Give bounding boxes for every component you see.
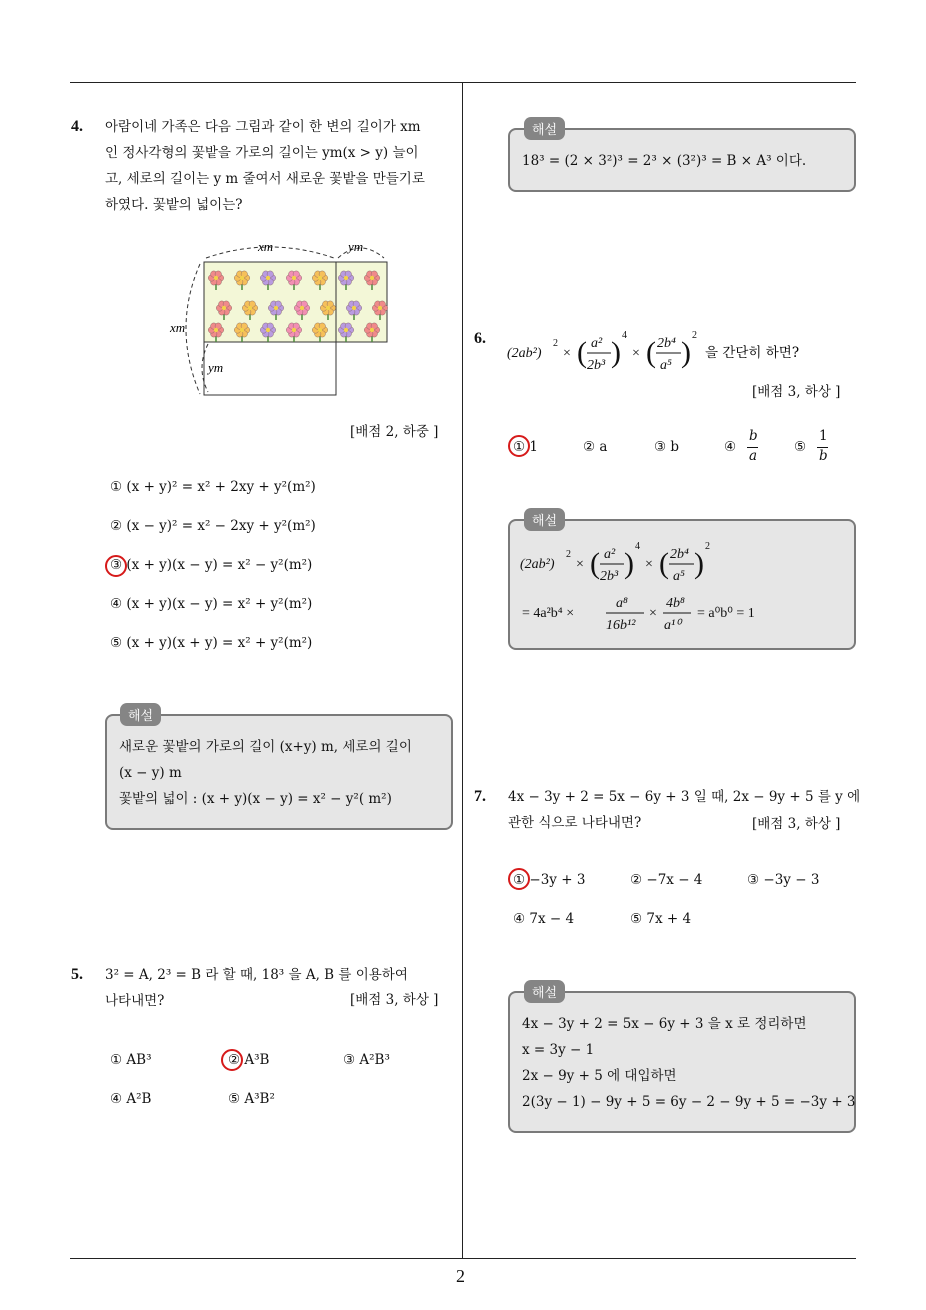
q4-line: 고, 세로의 길이는 y m 줄여서 새로운 꽃밭을 만들기로 — [105, 171, 425, 187]
q5-option-4[interactable]: ④ A²B — [110, 1091, 152, 1107]
column-divider — [462, 82, 463, 1259]
flower-garden-figure — [160, 232, 400, 402]
q6-expl-f1-num: a² — [604, 547, 616, 562]
q5-option-5[interactable]: ⑤ A³B² — [228, 1091, 275, 1107]
q7-answer-circle — [508, 868, 530, 890]
q7-line: 4x − 3y + 2 = 5x − 6y + 3 일 때, 2x − 9y + 5 를 y 에 — [508, 789, 861, 805]
q4-option-1[interactable]: ① (x + y)² = x² + 2xy + y²(m²) — [110, 479, 316, 495]
left-x-arc — [186, 264, 200, 394]
q6-expl-lead: = 4a²b⁴ × — [522, 606, 575, 621]
q7-explanation-box — [508, 991, 856, 1133]
q5-expl-line: 18³ = (2 × 3²)³ = 2³ × (3²)³ = B × A³ 이다. — [522, 153, 807, 169]
q6-explanation-box — [508, 519, 856, 650]
q4-line: 인 정사각형의 꽃밭을 가로의 길이는 ym(x > y) 늘이 — [105, 145, 419, 161]
q4-answer-circle — [105, 555, 127, 577]
q6-option-1[interactable]: ① 1 — [513, 439, 538, 455]
q7-expl-line: 4x − 3y + 2 = 5x − 6y + 3 을 x 로 정리하면 — [522, 1016, 807, 1032]
q4-option-3[interactable]: ③ (x + y)(x − y) = x² − y²(m²) — [110, 557, 313, 573]
q6-f2-den: a⁵ — [660, 358, 672, 373]
q6-expl-exp: 2 — [566, 549, 571, 560]
q6-expl-f1-den: 2b³ — [600, 569, 619, 584]
label-inner-y: ym — [208, 360, 224, 375]
q6-paren: ) — [611, 336, 621, 369]
q7-line: 관한 식으로 나타내면? — [508, 815, 642, 831]
q7-option-5[interactable]: ⑤ 7x + 4 — [630, 911, 692, 927]
q6-expl-times: × — [649, 606, 657, 621]
q6-f1-den: 2b³ — [587, 358, 606, 373]
q4-expl-line: 꽃밭의 넓이 : (x + y)(x − y) = x² − y²( m²) — [119, 791, 392, 807]
q4-stem — [105, 114, 425, 218]
q6-expl-r2-den: a¹⁰ — [664, 618, 681, 633]
q6-exp: 2 — [553, 338, 558, 349]
q6-expl-exp: 2 — [705, 541, 710, 552]
label-top-y: ym — [348, 239, 364, 254]
label-left-x: xm — [170, 320, 186, 335]
q5-option-2[interactable]: ② A³B — [228, 1052, 270, 1068]
q6-option-4-num: b — [749, 428, 758, 444]
label-top-x: xm — [258, 239, 274, 254]
q5-answer-circle — [221, 1049, 243, 1071]
q7-score: [배점 3, 하상 ] — [752, 816, 841, 832]
q5-number: 5. — [71, 966, 83, 983]
q5-explanation-tag: 해설 — [524, 117, 565, 140]
q4-option-4[interactable]: ④ (x + y)(x − y) = x² + y²(m²) — [110, 596, 313, 612]
q6-option-3[interactable]: ③ b — [654, 439, 680, 455]
q6-expl-r1-num: a⁸ — [616, 596, 628, 611]
q7-option-1[interactable]: ① −3y + 3 — [513, 872, 586, 888]
q6-option-5-num: 1 — [819, 428, 828, 444]
q6-expl-paren: ) — [624, 547, 634, 580]
q4-score: [배점 2, 하중 ] — [350, 424, 439, 440]
q6-expl-paren: ( — [659, 547, 669, 580]
bottom-rule — [70, 1258, 856, 1259]
q6-expl-paren: ) — [694, 547, 704, 580]
q6-expl-f2-den: a⁵ — [673, 569, 685, 584]
q4-explanation-tag: 해설 — [120, 703, 161, 726]
q6-expl-tail: = a⁰b⁰ = 1 — [697, 606, 755, 621]
q6-f1-num: a² — [591, 336, 603, 351]
q7-option-3[interactable]: ③ −3y − 3 — [747, 872, 820, 888]
q6-expl-r2-num: 4b⁸ — [666, 596, 685, 611]
q6-option-4-den: a — [749, 448, 758, 464]
q6-expl-times: × — [645, 557, 653, 572]
page-number: 2 — [456, 1266, 465, 1286]
q6-answer-circle — [508, 435, 530, 457]
q6-option-2[interactable]: ② a — [583, 439, 608, 455]
q6-term1: (2ab²) — [507, 346, 542, 361]
q7-expl-line: 2(3y − 1) − 9y + 5 = 6y − 2 − 9y + 5 = −3y + 3 — [522, 1094, 856, 1110]
q6-expl-r1-den: 16b¹² — [606, 618, 636, 633]
q7-number: 7. — [474, 788, 486, 805]
q5-line: 나타내면? — [105, 993, 165, 1009]
q6-expl-paren: ( — [590, 547, 600, 580]
q7-expl-line: 2x − 9y + 5 에 대입하면 — [522, 1068, 677, 1084]
q4-option-2[interactable]: ② (x − y)² = x² − 2xy + y²(m²) — [110, 518, 316, 534]
q4-line: 하였다. 꽃밭의 넓이는? — [105, 197, 243, 213]
q4-option-5[interactable]: ⑤ (x + y)(x + y) = x² + y²(m²) — [110, 635, 313, 651]
q4-expl-line: (x − y) m — [119, 765, 182, 781]
q5-option-1[interactable]: ① AB³ — [110, 1052, 152, 1068]
removed-strip — [204, 342, 336, 395]
q6-paren: ( — [577, 336, 587, 369]
q6-exp: 4 — [622, 330, 627, 341]
q6-expl-expr — [518, 537, 748, 589]
q6-expl-term1: (2ab²) — [520, 557, 555, 572]
q5-score: [배점 3, 하상 ] — [350, 992, 439, 1008]
q6-expl-times: × — [576, 557, 584, 572]
q6-paren: ) — [681, 336, 691, 369]
q6-score: [배점 3, 하상 ] — [752, 384, 841, 400]
q6-option-4-mark: ④ — [724, 439, 737, 455]
q6-expl-exp: 4 — [635, 541, 640, 552]
q4-number: 4. — [71, 118, 83, 135]
q6-times: × — [563, 346, 571, 361]
q4-expl-line: 새로운 꽃밭의 가로의 길이 (x+y) m, 세로의 길이 — [119, 739, 412, 755]
q7-option-4[interactable]: ④ 7x − 4 — [513, 911, 575, 927]
q6-paren: ( — [646, 336, 656, 369]
q6-option-5-mark: ⑤ — [794, 439, 807, 455]
q7-option-2[interactable]: ② −7x − 4 — [630, 872, 703, 888]
q6-option-5-den: b — [819, 448, 828, 464]
q6-expl-result — [518, 589, 838, 639]
q7-explanation-tag: 해설 — [524, 980, 565, 1003]
q6-times: × — [632, 346, 640, 361]
q6-f2-num: 2b⁴ — [657, 336, 676, 351]
q6-number: 6. — [474, 330, 486, 347]
q5-option-3[interactable]: ③ A²B³ — [343, 1052, 390, 1068]
q6-suffix: 을 간단히 하면? — [705, 345, 800, 361]
top-rule — [70, 82, 856, 83]
q6-expression — [505, 326, 815, 378]
q6-explanation-tag: 해설 — [524, 508, 565, 531]
q5-line: 3² = A, 2³ = B 라 할 때, 18³ 을 A, B 를 이용하여 — [105, 967, 408, 983]
q4-line: 아람이네 가족은 다음 그림과 같이 한 변의 길이가 xm — [105, 119, 421, 135]
q4-explanation-box — [105, 714, 453, 830]
q6-expl-f2-num: 2b⁴ — [670, 547, 689, 562]
q6-exp: 2 — [692, 330, 697, 341]
q7-expl-line: x = 3y − 1 — [522, 1042, 595, 1058]
